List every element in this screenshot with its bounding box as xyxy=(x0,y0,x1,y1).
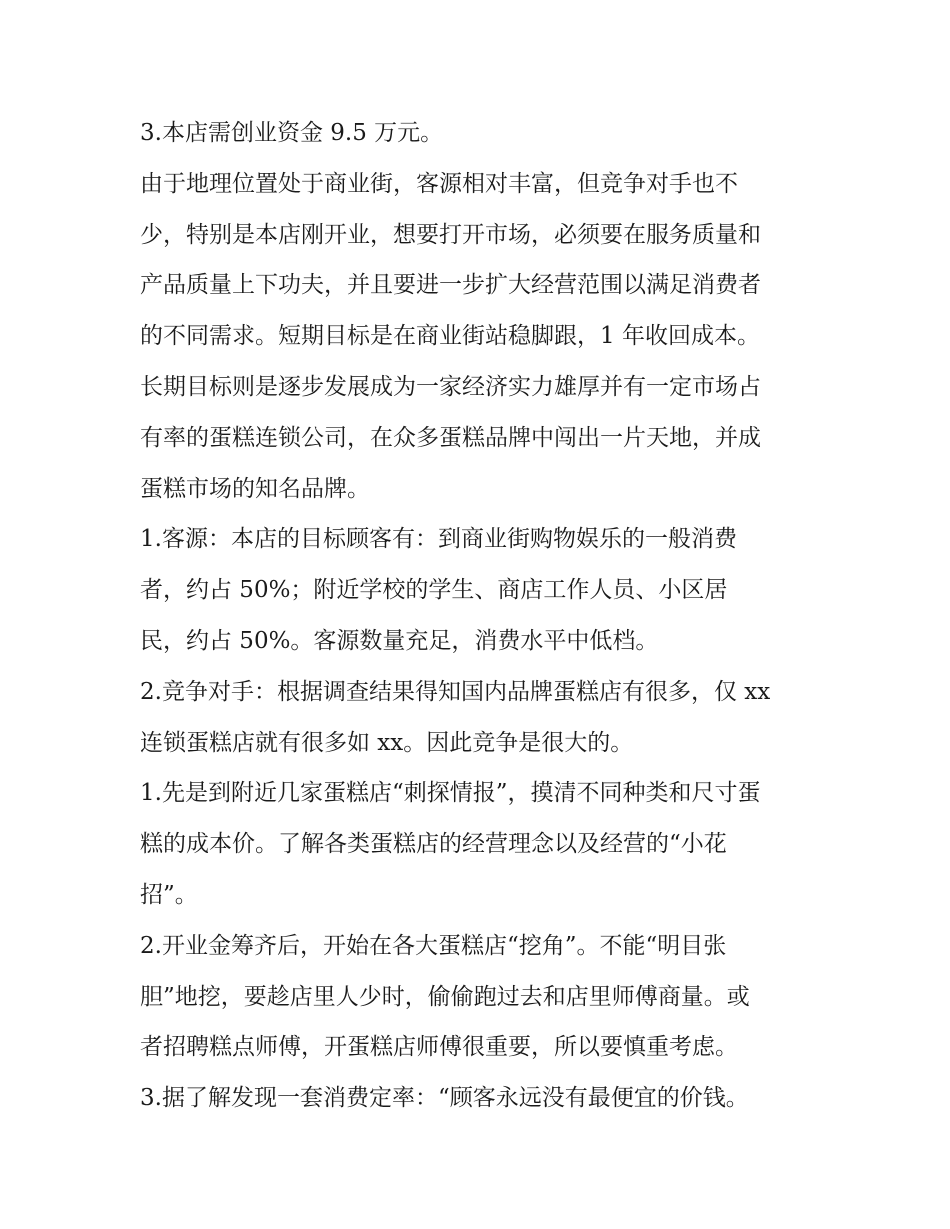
text-line: 连锁蛋糕店就有很多如 xx。因此竞争是很大的。 xyxy=(140,729,634,756)
text-line: 者，约占 50%；附近学校的学生、商店工作人员、小区居 xyxy=(140,577,728,604)
text-line: 产品质量上下功夫，并且要进一步扩大经营范围以满足消费者 xyxy=(140,272,761,299)
text-line: 长期目标则是逐步发展成为一家经济实力雄厚并有一定市场占 xyxy=(140,373,761,400)
text-line: 少，特别是本店刚开业，想要打开市场，必须要在服务质量和 xyxy=(140,221,761,248)
text-line: 糕的成本价。了解各类蛋糕店的经营理念以及经营的“小花 xyxy=(140,831,727,858)
text-line: 招”。 xyxy=(140,881,198,908)
text-line: 3.据了解发现一套消费定率：“顾客永远没有最便宜的价钱。 xyxy=(140,1085,749,1112)
text-line: 有率的蛋糕连锁公司，在众多蛋糕品牌中闯出一片天地，并成 xyxy=(140,424,761,451)
text-line: 1.客源：本店的目标顾客有：到商业街购物娱乐的一般消费 xyxy=(140,526,737,553)
text-line: 的不同需求。短期目标是在商业街站稳脚跟，1 年收回成本。 xyxy=(140,323,760,350)
text-line: 2.开业金筹齐后，开始在各大蛋糕店“挖角”。不能“明目张 xyxy=(140,932,727,959)
text-line: 3.本店需创业资金 9.5 万元。 xyxy=(140,120,444,146)
body-text xyxy=(140,108,820,1124)
text-line: 胆”地挖，要趁店里人少时，偷偷跑过去和店里师傅商量。或 xyxy=(140,983,750,1010)
text-line: 1.先是到附近几家蛋糕店“刺探情报”，摸清不同种类和尺寸蛋 xyxy=(140,780,761,807)
text-line: 者招聘糕点师傅，开蛋糕店师傅很重要，所以要慎重考虑。 xyxy=(140,1034,738,1061)
text-line: 由于地理位置处于商业街，客源相对丰富，但竞争对手也不 xyxy=(140,170,738,197)
text-line: 蛋糕市场的知名品牌。 xyxy=(140,475,370,502)
text-line: 民，约占 50%。客源数量充足，消费水平中低档。 xyxy=(140,627,659,654)
text-line: 2.竞争对手：根据调查结果得知国内品牌蛋糕店有很多，仅 xx xyxy=(140,678,771,705)
